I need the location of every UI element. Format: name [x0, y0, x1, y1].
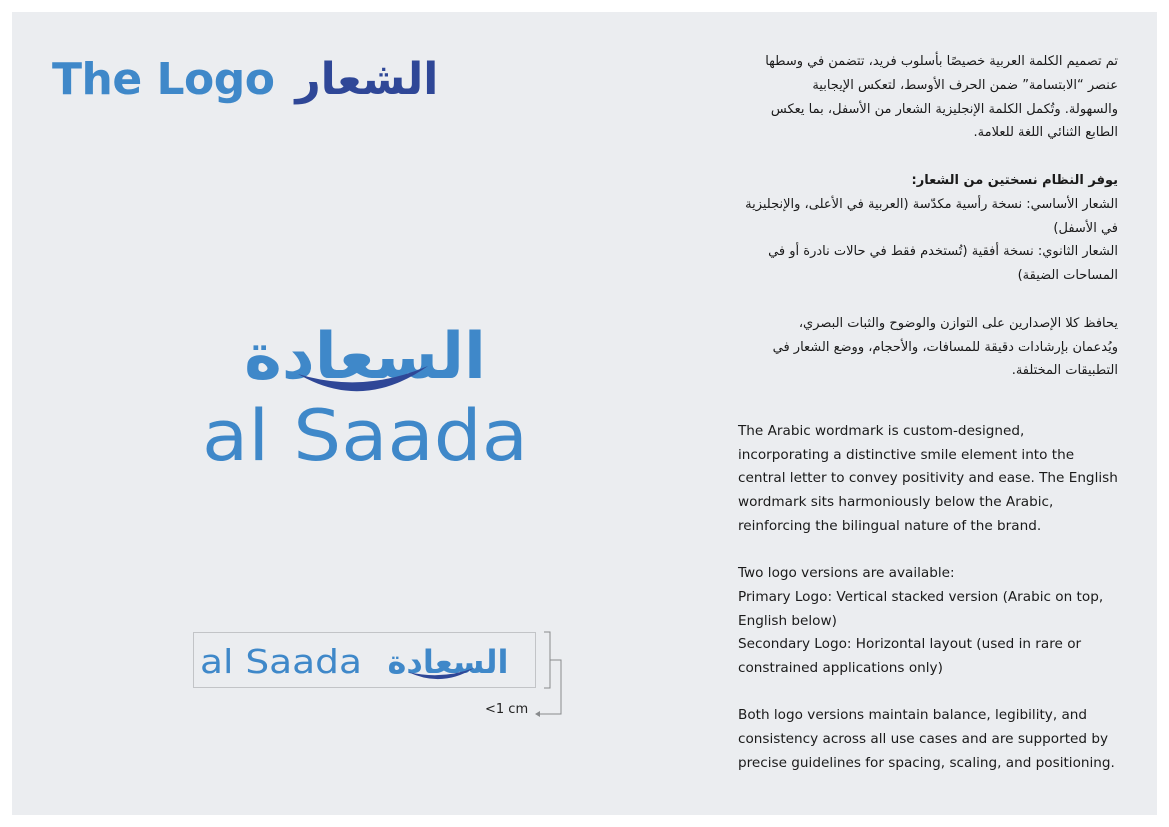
minimum-size-label: <1 cm: [485, 702, 529, 717]
arabic-description: [720, 50, 1118, 383]
english-line: consistency across all use cases and are supported by: [738, 731, 1109, 748]
english-line: English below): [738, 612, 837, 629]
arabic-line: الشعار الثانوي: نسخة أفقية (تُستخدم فقط في حالات نادرة أو في: [768, 244, 1118, 260]
english-line: Both logo versions maintain balance, legibility, and: [738, 707, 1088, 724]
english-line: constrained applications only): [738, 660, 943, 677]
english-line: wordmark sits harmoniously below the Arabic,: [738, 494, 1054, 511]
english-line: precise guidelines for spacing, scaling, and positioning.: [738, 754, 1115, 771]
english-line: Secondary Logo: Horizontal layout (used in rare or: [738, 636, 1082, 653]
english-description: [738, 420, 1123, 776]
english-line: Primary Logo: Vertical stacked version (Arabic on top,: [738, 588, 1104, 605]
arabic-line: في الأسفل): [1053, 220, 1118, 236]
arabic-versions-heading: يوفر النظام نسختين من الشعار:: [911, 172, 1118, 188]
english-line: Two logo versions are available:: [738, 565, 955, 582]
secondary-english-wordmark: al Saada: [200, 642, 362, 681]
logo-arabic-wordmark: السعادة: [244, 320, 486, 394]
secondary-arabic-wordmark: السعادة: [387, 643, 509, 681]
arabic-line: الطابع الثنائي اللغة للعلامة.: [973, 125, 1118, 141]
arabic-line: تم تصميم الكلمة العربية خصيصًا بأسلوب فريد، تتضمن في وسطها: [765, 54, 1118, 69]
arabic-line: التطبيقات المختلفة.: [1011, 363, 1118, 379]
arabic-line: ويُدعمان بإرشادات دقيقة للمسافات، والأحجام، ووضع الشعار في: [772, 339, 1118, 355]
arabic-line: المساحات الضيقة): [1017, 268, 1118, 284]
arabic-line: يحافظ كلا الإصدارين على التوازن والوضوح والثبات البصري،: [798, 315, 1118, 331]
arabic-line: والسهولة. وتُكمل الكلمة الإنجليزية الشعار من الأسفل، بما يعكس: [770, 101, 1118, 117]
english-line: incorporating a distinctive smile element into the: [738, 446, 1075, 463]
arabic-line: عنصر “الابتسامة” ضمن الحرف الأوسط، لتعكس الإيجابية: [812, 77, 1118, 93]
secondary-logo: [198, 640, 534, 688]
english-line: central letter to convey positivity and ease. The English: [738, 470, 1118, 487]
primary-logo: [198, 312, 533, 472]
arabic-line: الشعار الأساسي: نسخة رأسية مكدّسة (العربية في الأعلى، والإنجليزية: [745, 196, 1118, 212]
logo-english-wordmark: al Saada: [202, 395, 528, 472]
english-line: reinforcing the bilingual nature of the brand.: [738, 517, 1042, 534]
title-english: The Logo: [52, 54, 275, 105]
title-arabic: الشعار: [295, 54, 439, 105]
english-line: The Arabic wordmark is custom-designed,: [738, 423, 1025, 439]
minimum-size-indicator: [530, 628, 570, 720]
page-title: [52, 52, 438, 108]
